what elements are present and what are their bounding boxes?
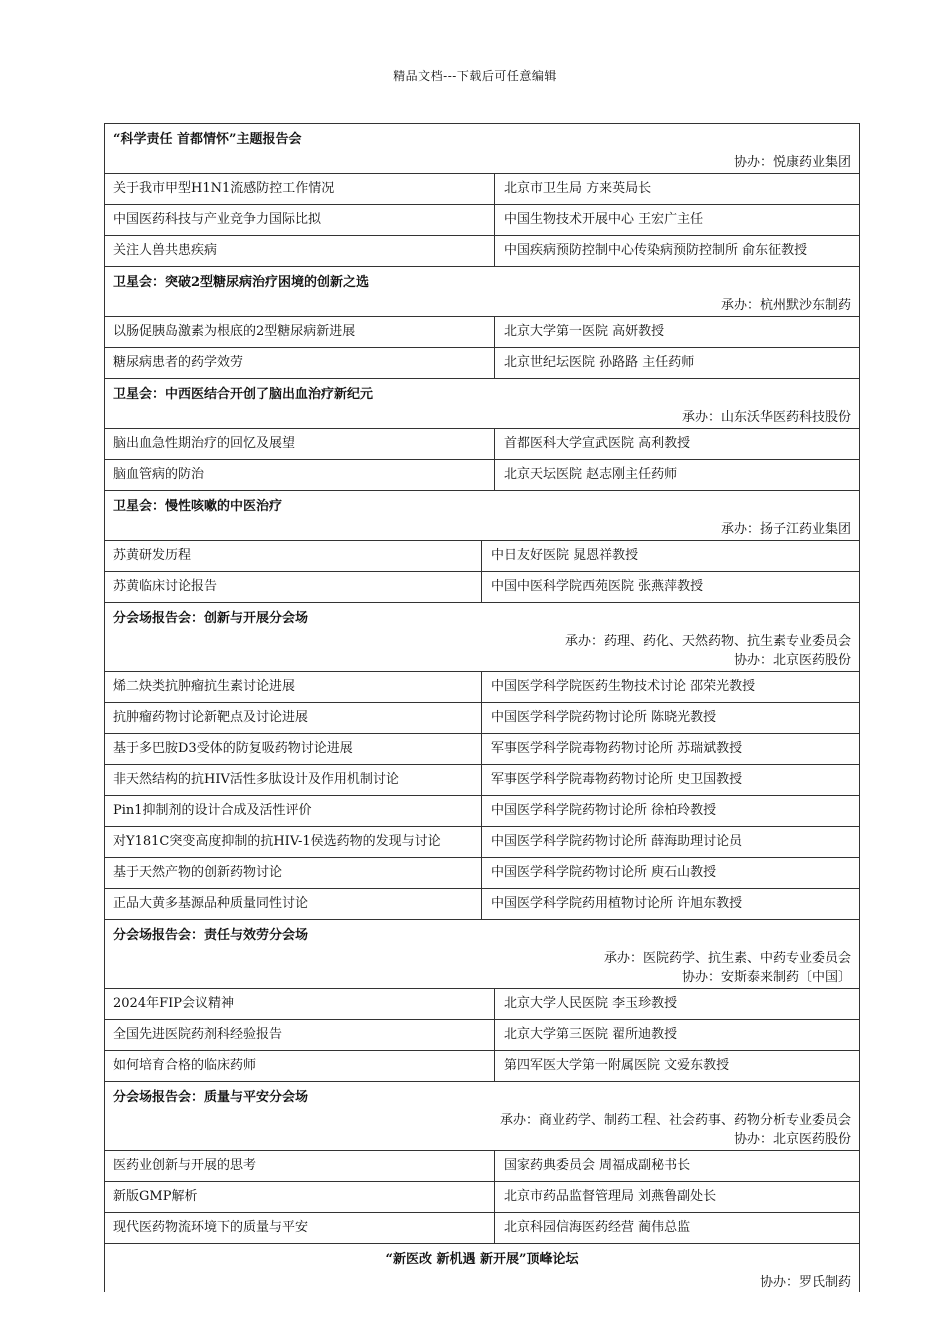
speaker-affiliation: 中国医学科学院药用植物讨论所 许旭东教授	[491, 896, 743, 911]
report-topic: 苏黄研发历程	[105, 541, 482, 571]
report-topic: 2024年FIP会议精神	[105, 989, 495, 1019]
report-topic: 正品大黄多基源品种质量同性讨论	[105, 889, 482, 919]
report-topic: 医药业创新与开展的思考	[105, 1151, 495, 1181]
speaker-affiliation: 北京大学第一医院 高妍教授	[504, 324, 665, 339]
speaker-affiliation: 中国医学科学院药物讨论所 陈晓光教授	[491, 710, 717, 725]
table-row	[105, 1182, 859, 1213]
report-topic: 脑出血急性期治疗的回忆及展望	[105, 429, 495, 459]
table-row	[105, 348, 859, 379]
page-header: 精品文档---下载后可任意编辑	[393, 69, 557, 83]
table-row	[105, 734, 859, 765]
section-organizer: 协办：悦康药业集团	[733, 155, 851, 170]
report-topic: 糖尿病患者的药学效劳	[105, 348, 495, 378]
section-organizer: 协办：北京医药股份	[733, 653, 851, 668]
report-topic: 新版GMP解析	[105, 1182, 495, 1212]
forum-section-header	[105, 1244, 859, 1292]
report-topic: 对Y181C突变高度抑制的抗HIV-1侯选药物的发现与讨论	[105, 827, 482, 857]
table-row	[105, 1020, 859, 1051]
section-organizer: 承办：医院药学、抗生素、中药专业委员会	[603, 951, 851, 966]
report-topic: 全国先进医院药剂科经验报告	[105, 1020, 495, 1050]
report-topic: 烯二炔类抗肿瘤抗生素讨论进展	[105, 672, 482, 702]
section-title: 分会场报告会：责任与效劳分会场	[113, 928, 309, 943]
table-row	[105, 1151, 859, 1182]
section-title: 卫星会：慢性咳嗽的中医治疗	[113, 499, 283, 514]
section-title: 卫星会：突破2型糖尿病治疗困境的创新之选	[113, 275, 370, 290]
speaker-affiliation: 首都医科大学宣武医院 高利教授	[504, 436, 691, 451]
report-topic: 关于我市甲型H1N1流感防控工作情况	[105, 174, 495, 204]
speaker-affiliation: 中国医学科学院医药生物技术讨论 邵荣光教授	[491, 679, 756, 694]
table-row	[105, 174, 859, 205]
report-topic: 基于天然产物的创新药物讨论	[105, 858, 482, 888]
table-row	[105, 765, 859, 796]
speaker-affiliation: 中国疾病预防控制中心传染病预防控制所 俞东征教授	[504, 243, 808, 258]
section-title: “科学责任 首都情怀”主题报告会	[113, 132, 302, 147]
report-topic: 关注人兽共患疾病	[105, 236, 495, 266]
section-organizer: 承办：杭州默沙东制药	[720, 298, 851, 313]
table-row	[105, 541, 859, 572]
table-row	[105, 317, 859, 348]
section-title: 卫星会：中西医结合开创了脑出血治疗新纪元	[113, 387, 374, 402]
speaker-affiliation: 中日友好医院 晁恩祥教授	[491, 548, 639, 563]
table-row	[105, 460, 859, 491]
speaker-affiliation: 军事医学科学院毒物药物讨论所 史卫国教授	[491, 772, 743, 787]
table-row	[105, 429, 859, 460]
speaker-affiliation: 军事医学科学院毒物药物讨论所 苏瑞斌教授	[491, 741, 743, 756]
table-row	[105, 1051, 859, 1082]
report-topic: 现代医药物流环境下的质量与平安	[105, 1213, 495, 1243]
speaker-affiliation: 中国医学科学院药物讨论所 徐柏玲教授	[491, 803, 717, 818]
table-row	[105, 827, 859, 858]
table-row	[105, 205, 859, 236]
report-topic: 非天然结构的抗HIV活性多肽设计及作用机制讨论	[105, 765, 482, 795]
report-topic: 抗肿瘤药物讨论新靶点及讨论进展	[105, 703, 482, 733]
table-row	[105, 889, 859, 920]
speaker-affiliation: 中国医学科学院药物讨论所 薛海助理讨论员	[491, 834, 743, 849]
table-row	[105, 989, 859, 1020]
table-row	[105, 572, 859, 603]
section-organizer: 承办：扬子江药业集团	[720, 522, 851, 537]
speaker-affiliation: 第四军医大学第一附属医院 文爱东教授	[504, 1058, 730, 1073]
report-topic: Pin1抑制剂的设计合成及活性评价	[105, 796, 482, 826]
report-topic: 苏黄临床讨论报告	[105, 572, 482, 602]
report-topic: 中国医药科技与产业竞争力国际比拟	[105, 205, 495, 235]
section-title: 分会场报告会：质量与平安分会场	[113, 1090, 309, 1105]
report-topic: 如何培育合格的临床药师	[105, 1051, 495, 1081]
table-row	[105, 703, 859, 734]
program-table	[104, 123, 860, 1292]
section-header	[105, 491, 859, 541]
speaker-affiliation: 北京市药品监督管理局 刘燕鲁副处长	[504, 1189, 717, 1204]
speaker-affiliation: 北京市卫生局 方来英局长	[504, 181, 652, 196]
section-organizer: 协办：北京医药股份	[733, 1132, 851, 1147]
table-row	[105, 858, 859, 889]
report-topic: 以肠促胰岛激素为根底的2型糖尿病新进展	[105, 317, 495, 347]
table-row	[105, 796, 859, 827]
table-row	[105, 1213, 859, 1244]
section-header	[105, 603, 859, 672]
table-row	[105, 236, 859, 267]
section-header	[105, 124, 859, 174]
section-organizer: 协办：安斯泰来制药〔中国〕	[681, 970, 851, 985]
section-header	[105, 1082, 859, 1151]
section-title: 分会场报告会：创新与开展分会场	[113, 611, 309, 626]
section-header	[105, 267, 859, 317]
speaker-affiliation: 中国医学科学院药物讨论所 庾石山教授	[491, 865, 717, 880]
speaker-affiliation: 北京世纪坛医院 孙路路 主任药师	[504, 355, 695, 370]
report-topic: 基于多巴胺D3受体的防复吸药物讨论进展	[105, 734, 482, 764]
speaker-affiliation: 国家药典委员会 周福成副秘书长	[504, 1158, 691, 1173]
speaker-affiliation: 中国生物技术开展中心 王宏广主任	[504, 212, 704, 227]
section-organizer: 承办：商业药学、制药工程、社会药事、药物分析专业委员会	[499, 1113, 851, 1128]
speaker-affiliation: 中国中医科学院西苑医院 张燕萍教授	[491, 579, 704, 594]
section-header	[105, 920, 859, 989]
forum-organizer: 协办：罗氏制药	[759, 1275, 851, 1290]
speaker-affiliation: 北京科园信海医药经营 蔺伟总监	[504, 1220, 691, 1235]
speaker-affiliation: 北京大学人民医院 李玉珍教授	[504, 996, 678, 1011]
speaker-affiliation: 北京天坛医院 赵志刚主任药师	[504, 467, 678, 482]
speaker-affiliation: 北京大学第三医院 翟所迪教授	[504, 1027, 678, 1042]
report-topic: 脑血管病的防治	[105, 460, 495, 490]
section-header	[105, 379, 859, 429]
forum-title: “新医改 新机遇 新开展”顶峰论坛	[385, 1252, 579, 1267]
table-row	[105, 672, 859, 703]
section-organizer: 承办：药理、药化、天然药物、抗生素专业委员会	[564, 634, 851, 649]
section-organizer: 承办：山东沃华医药科技股份	[681, 410, 851, 425]
